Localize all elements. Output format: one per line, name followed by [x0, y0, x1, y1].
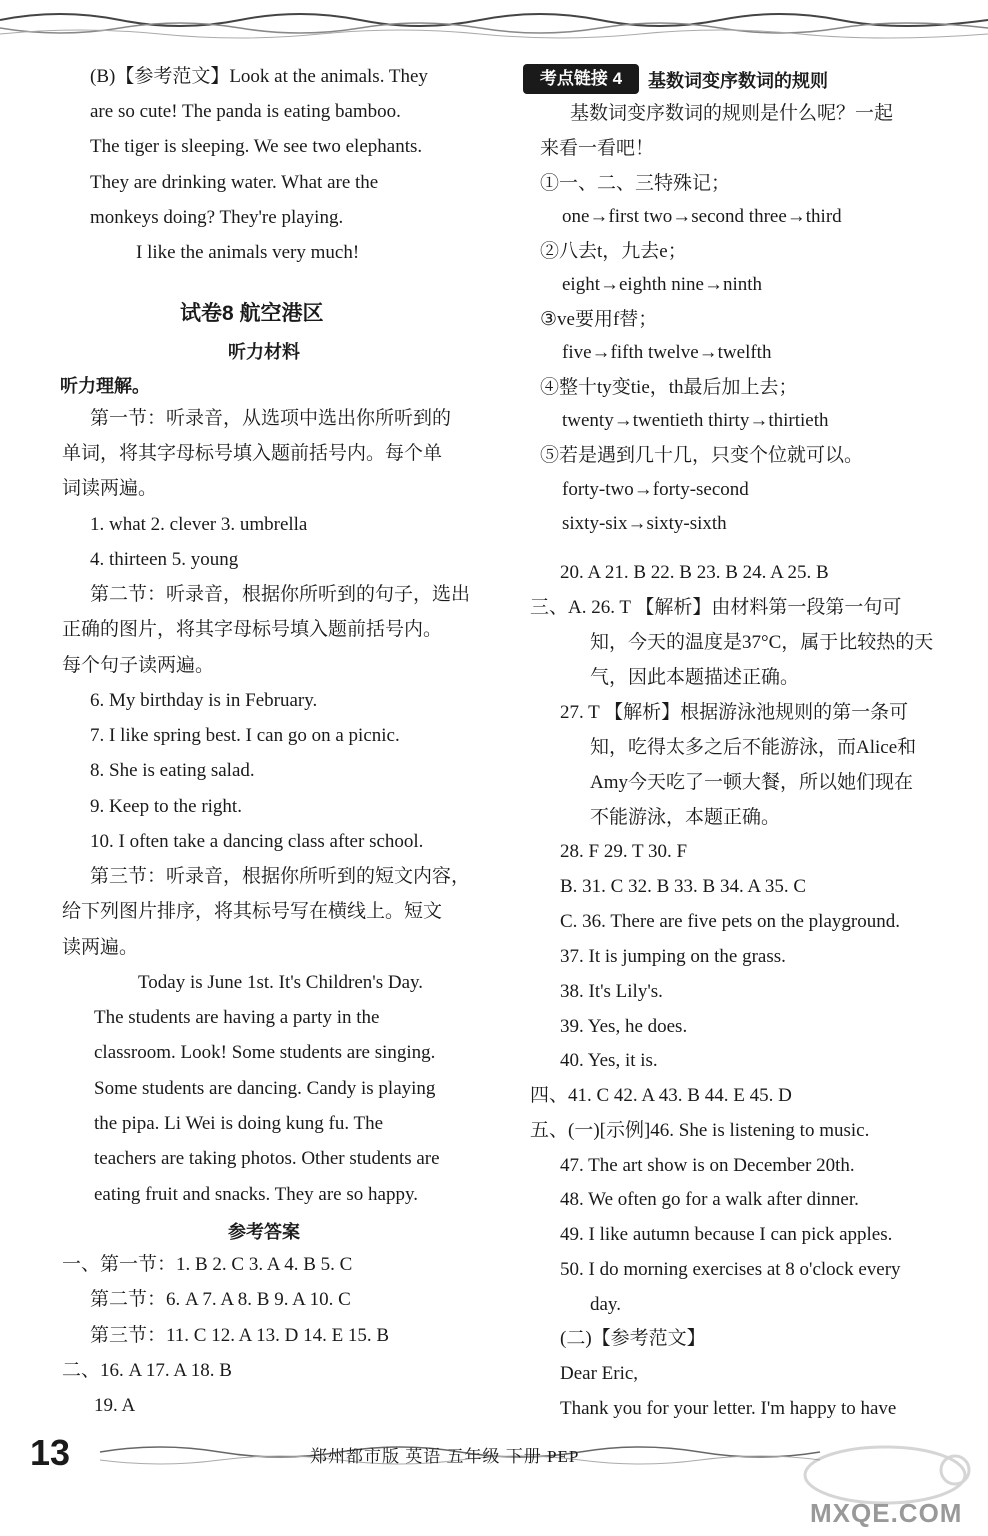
left-body-10: 7. I like spring best. I can go on a picnic. — [90, 725, 400, 746]
answer-line-2: 第二节：6. A 7. A 8. B 9. A 10. C — [90, 1289, 351, 1310]
right-answer-40: 40. Yes, it is. — [560, 1050, 658, 1071]
test-title: 试卷8 航空港区 — [180, 302, 324, 325]
section-title: 听力理解。 — [60, 376, 150, 396]
right-line-11: ⑤若是遇到几十几，只变个位就可以。 — [540, 445, 864, 466]
left-body-15: 给下列图片排序，将其标号写在横线上。短文 — [62, 901, 443, 922]
right-line-1: 基数词变序数词的规则是什么呢？一起 — [570, 103, 894, 124]
left-body-13: 10. I often take a dancing class after school. — [90, 831, 424, 852]
left-body-16: 读两遍。 — [62, 937, 139, 958]
left-body-1: 第一节：听录音，从选项中选出你所听到的 — [90, 408, 452, 429]
left-line-1: (B)【参考范文】Look at the animals. They — [90, 66, 428, 87]
right-line-7: ③ve要用f替； — [540, 309, 658, 330]
right-line-q27d: 不能游泳，本题正确。 — [590, 807, 781, 828]
left-body-18: The students are having a party in the — [94, 1007, 380, 1028]
answer-line-1: 一、第一节：1. B 2. C 3. A 4. B 5. C — [62, 1254, 353, 1275]
left-line-4: They are drinking water. What are the — [90, 172, 379, 193]
material-title: 听力材料 — [228, 342, 300, 362]
left-body-7: 正确的图片，将其字母标号填入题前括号内。 — [62, 619, 443, 640]
right-line-q26: 三、A. 26. T 【解析】由材料第一段第一句可 — [530, 597, 902, 618]
left-body-23: eating fruit and snacks. They are so happy. — [94, 1184, 418, 1205]
right-answer-36: C. 36. There are five pets on the playground. — [560, 911, 900, 932]
left-body-4: 1. what 2. clever 3. umbrella — [90, 514, 308, 535]
answer-line-3: 第三节：11. C 12. A 13. D 14. E 15. B — [90, 1325, 390, 1346]
page-number: 13 — [30, 1432, 71, 1473]
right-answer-47: 47. The art show is on December 20th. — [560, 1155, 855, 1176]
right-line-2: 来看一看吧！ — [540, 138, 655, 159]
right-line-5: ②八去t，九去e； — [540, 241, 687, 262]
right-line-10: twenty→twentieth thirty→thirtieth — [562, 410, 829, 431]
right-line-13: sixty-six→sixty-sixth — [562, 513, 727, 534]
right-line-3: ①一、二、三特殊记； — [540, 173, 731, 194]
answer-line-4: 二、16. A 17. A 18. B — [62, 1360, 232, 1381]
right-answer-49: 49. I like autumn because I can pick apples. — [560, 1224, 893, 1245]
right-line-9: ④整十ty变tie，th最后加上去； — [540, 377, 798, 398]
left-line-3: The tiger is sleeping. We see two elephants. — [90, 136, 423, 157]
right-line-q26b: 知，今天的温度是37°C，属于比较热的天 — [590, 632, 934, 653]
left-body-5: 4. thirteen 5. young — [90, 549, 239, 570]
right-line-q27c: Amy今天吃了一顿大餐，所以她们现在 — [590, 772, 914, 793]
right-answers-31-35: B. 31. C 32. B 33. B 34. A 35. C — [560, 876, 806, 897]
left-body-12: 9. Keep to the right. — [90, 796, 242, 817]
right-answer-46: 五、(一)[示例]46. She is listening to music. — [530, 1120, 870, 1141]
left-body-17: Today is June 1st. It's Children's Day. — [138, 972, 424, 993]
right-answers-20-25: 20. A 21. B 22. B 23. B 24. A 25. B — [560, 562, 829, 583]
right-answer-50b: day. — [590, 1294, 621, 1315]
answer-line-5: 19. A — [94, 1395, 136, 1416]
right-line-12: forty-two→forty-second — [562, 479, 749, 500]
badge-title: 基数词变序数词的规则 — [648, 71, 828, 91]
topic-link-badge: 考点链接 4 — [523, 64, 639, 94]
left-body-19: classroom. Look! Some students are singing. — [94, 1042, 436, 1063]
right-answers-41-45: 四、41. C 42. A 43. B 44. E 45. D — [530, 1085, 792, 1106]
right-answer-50: 50. I do morning exercises at 8 o'clock every — [560, 1259, 901, 1280]
footer-edition: 郑州都市版 英语 五年级 下册 PEP — [310, 1447, 580, 1466]
right-line-4: one→first two→second three→third — [562, 206, 842, 227]
left-line-5: monkeys doing? They're playing. — [90, 207, 344, 228]
right-line-q26c: 气，因此本题描述正确。 — [590, 667, 800, 688]
left-body-6: 第二节：听录音，根据你所听到的句子，选出 — [90, 584, 471, 605]
right-answer-37: 37. It is jumping on the grass. — [560, 946, 786, 967]
answers-title: 参考答案 — [228, 1222, 300, 1242]
left-body-21: the pipa. Li Wei is doing kung fu. The — [94, 1113, 384, 1134]
right-line-q27b: 知，吃得太多之后不能游泳，而Alice和 — [590, 737, 917, 758]
right-answer-48: 48. We often go for a walk after dinner. — [560, 1189, 859, 1210]
left-line-6: I like the animals very much! — [136, 242, 360, 263]
right-line-8: five→fifth twelve→twelfth — [562, 342, 772, 363]
left-body-22: teachers are taking photos. Other students are — [94, 1148, 440, 1169]
left-body-20: Some students are dancing. Candy is playing — [94, 1078, 436, 1099]
top-decorative-border — [0, 0, 988, 48]
right-line-q27: 27. T 【解析】根据游泳池规则的第一条可 — [560, 702, 909, 723]
right-letter-greeting: Dear Eric, — [560, 1363, 639, 1384]
left-body-11: 8. She is eating salad. — [90, 760, 255, 781]
watermark-text: MXQE.COM — [810, 1498, 963, 1528]
left-line-2: are so cute! The panda is eating bamboo. — [90, 101, 401, 122]
right-sample-label: (二)【参考范文】 — [560, 1328, 706, 1349]
left-body-3: 词读两遍。 — [62, 478, 158, 499]
right-answer-38: 38. It's Lily's. — [560, 981, 663, 1002]
right-answer-39: 39. Yes, he does. — [560, 1016, 688, 1037]
left-body-8: 每个句子读两遍。 — [62, 655, 215, 676]
right-line-6: eight→eighth nine→ninth — [562, 274, 763, 295]
left-body-2: 单词，将其字母标号填入题前括号内。每个单 — [62, 443, 443, 464]
left-body-14: 第三节：听录音，根据你所听到的短文内容， — [90, 866, 471, 887]
right-letter-line-1: Thank you for your letter. I'm happy to have — [560, 1398, 897, 1419]
right-answers-28-30: 28. F 29. T 30. F — [560, 841, 688, 862]
left-body-9: 6. My birthday is in February. — [90, 690, 318, 711]
